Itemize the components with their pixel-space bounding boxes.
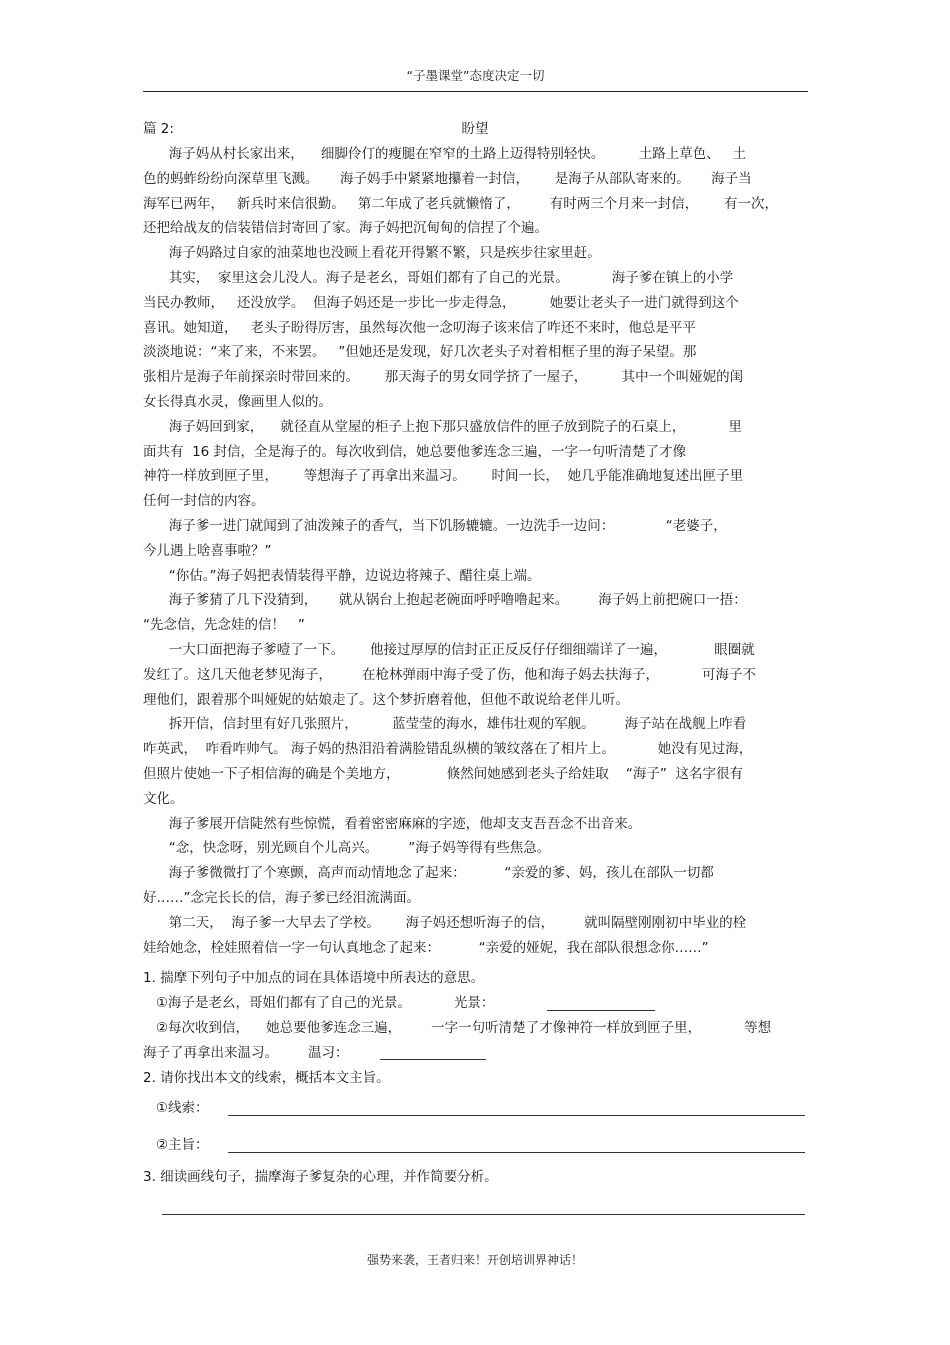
body-line: “你估。”海子妈把表情装得平静，边说边将辣子、醋往桌上端。 [143,567,541,584]
body-line: 咋英武， 咋看咋帅气。 海子妈的热泪沿着满脸错乱纵横的皱纹落在了相片上。 她没有见过海， [143,741,753,758]
body-line: 喜讯。她知道， 老头子盼得厉害，虽然每次他一念叨海子该来信了咋还不来时，他总是平平 [143,319,696,336]
body-line: 海子爹微微打了个寒颤，高声而动情地念了起来： “亲爱的爹、妈，孩儿在部队一切都 [143,865,714,882]
body-line: 海军已两年， 新兵时来信很勤。 第二年成了老兵就懒惰了， 有时两三个月来一封信， 有一次， [143,195,779,212]
body-line: 其实， 家里这会儿没人。海子是老幺，哥姐们都有了自己的光景。 海子爹在镇上的小学 [143,270,734,286]
question-1-item-b-line2: 海子了再拿出来温习。 温习： [143,1045,349,1061]
body-line: 娃给她念，栓娃照着信一字一句认真地念了起来： “亲爱的娅妮，我在部队很想念你……” [143,939,709,956]
body-line: 女长得真水灵，像画里人似的。 [143,394,332,410]
body-line: 拆开信，信封里有好几张照片， 蓝莹莹的海水，雄伟壮观的军舰。 海子站在战舰上咋看 [143,716,747,733]
question-3: 3. 细读画线句子，揣摩海子爹复杂的心理，并作简要分析。 [143,1169,498,1185]
body-line: 理他们，跟着那个叫娅妮的姑娘走了。这个梦折磨着他，但他不敢说给老伴儿听。 [143,691,629,708]
body-line: 一大口面把海子爹噎了一下。 他接过厚厚的信封正正反反仔仔细细端详了一遍， 眼圈就 [143,642,755,658]
body-line: 海子爹展开信陡然有些惊慌，看着密密麻麻的字迹，他却支支吾吾念不出音来。 [143,815,642,832]
article-title: 盼望 [461,121,489,137]
body-line: 色的蚂蚱纷纷向深草里飞溅。 海子妈手中紧紧地攥着一封信， 是海子从部队寄来的。 海子当 [143,170,752,187]
body-line: 好……”念完长长的信，海子爹已经泪流满面。 [143,890,420,906]
section-label: 篇 2: [143,121,174,137]
question-2: 2. 请你找出本文的线索，概括本文主旨。 [143,1070,390,1086]
body-line: 海子妈从村长家出来， 细脚伶仃的瘦腿在窄窄的土路上迈得特别轻快。 土路上草色、 土 [143,146,747,162]
body-line: 神符一样放到匣子里， 等想海子了再拿出来温习。 时间一长， 她几乎能准确地复述出匣子里 [143,468,744,485]
body-line: 但照片使她一下子相信海的确是个美地方， 倏然间她感到老头子给娃取 “海子” 这名字很有 [143,766,743,782]
body-line: 淡淡地说：“来了来，不来罢。 ”但她还是发现，好几次老头子对着相框子里的海子呆望。那 [143,344,697,361]
body-line: 发红了。这几天他老梦见海子， 在枪林弹雨中海子受了伤，他和海子妈去扶海子， 可海子不 [143,666,756,683]
answer-line-3[interactable] [162,1214,805,1215]
answer-line-theme[interactable] [228,1152,805,1153]
body-line: “念，快念呀，别光顾自个儿高兴。 ”海子妈等得有些焦急。 [143,840,551,857]
question-2-theme-label: ②主旨： [143,1137,209,1153]
question-1-item-b-line1: ②每次收到信， 她总要他爹连念三遍， 一字一句听清楚了才像神符一样放到匣子里， 等想 [143,1020,772,1036]
question-2-clue-label: ①线索： [143,1100,209,1116]
answer-line-clue[interactable] [228,1115,805,1116]
header-divider [143,91,808,92]
body-line: 任何一封信的内容。 [143,493,265,510]
body-line: 张相片是海子年前探亲时带回来的。 那天海子的男女同学挤了一屋子， 其中一个叫娅妮的闺 [143,369,744,386]
body-line: 面共有 16 封信，全是海子的。每次收到信，她总要他爹连念三遍，一字一句听清楚了才像 [143,443,687,460]
answer-blank-1a[interactable] [547,1010,655,1011]
body-line: 第二天， 海子爹一大早去了学校。 海子妈还想听海子的信， 就叫隔壁刚刚初中毕业的栓 [143,914,747,931]
body-line: 海子妈路过自家的油菜地也没顾上看花开得繁不繁，只是疾步往家里赶。 [143,245,601,262]
question-1: 1. 揣摩下列句子中加点的词在具体语境中所表达的意思。 [143,970,485,986]
body-line: 海子爹一进门就闻到了油泼辣子的香气，当下饥肠辘辘。一边洗手一边问： “老婆子， [143,518,727,534]
body-line: 还把给战友的信装错信封寄回了家。海子妈把沉甸甸的信捏了个遍。 [143,220,548,237]
question-1-item-a: ①海子是老幺，哥姐们都有了自己的光景。 光景： [143,995,495,1011]
answer-blank-1b[interactable] [380,1059,486,1060]
body-line: 海子妈回到家， 就径直从堂屋的柜子上抱下那只盛放信件的匣子放到院子的石桌上， 里 [143,418,742,435]
page-header: “子墨课堂”态度决定一切 [406,68,545,83]
body-line: “先念信，先念娃的信！ ” [143,617,305,634]
body-line: 今儿遇上啥喜事啦？” [143,542,272,559]
body-line: 海子爹猜了几下没猜到， 就从锅台上抱起老碗面呼呼噜噜起来。 海子妈上前把碗口一捂： [143,592,747,609]
page-footer: 强势来袭，王者归来！开创培训界神话！ [366,1253,583,1267]
body-line: 文化。 [143,790,184,807]
body-line: 当民办教师， 还没放学。 但海子妈还是一步比一步走得急， 她要让老头子一进门就得到这个 [143,294,739,311]
